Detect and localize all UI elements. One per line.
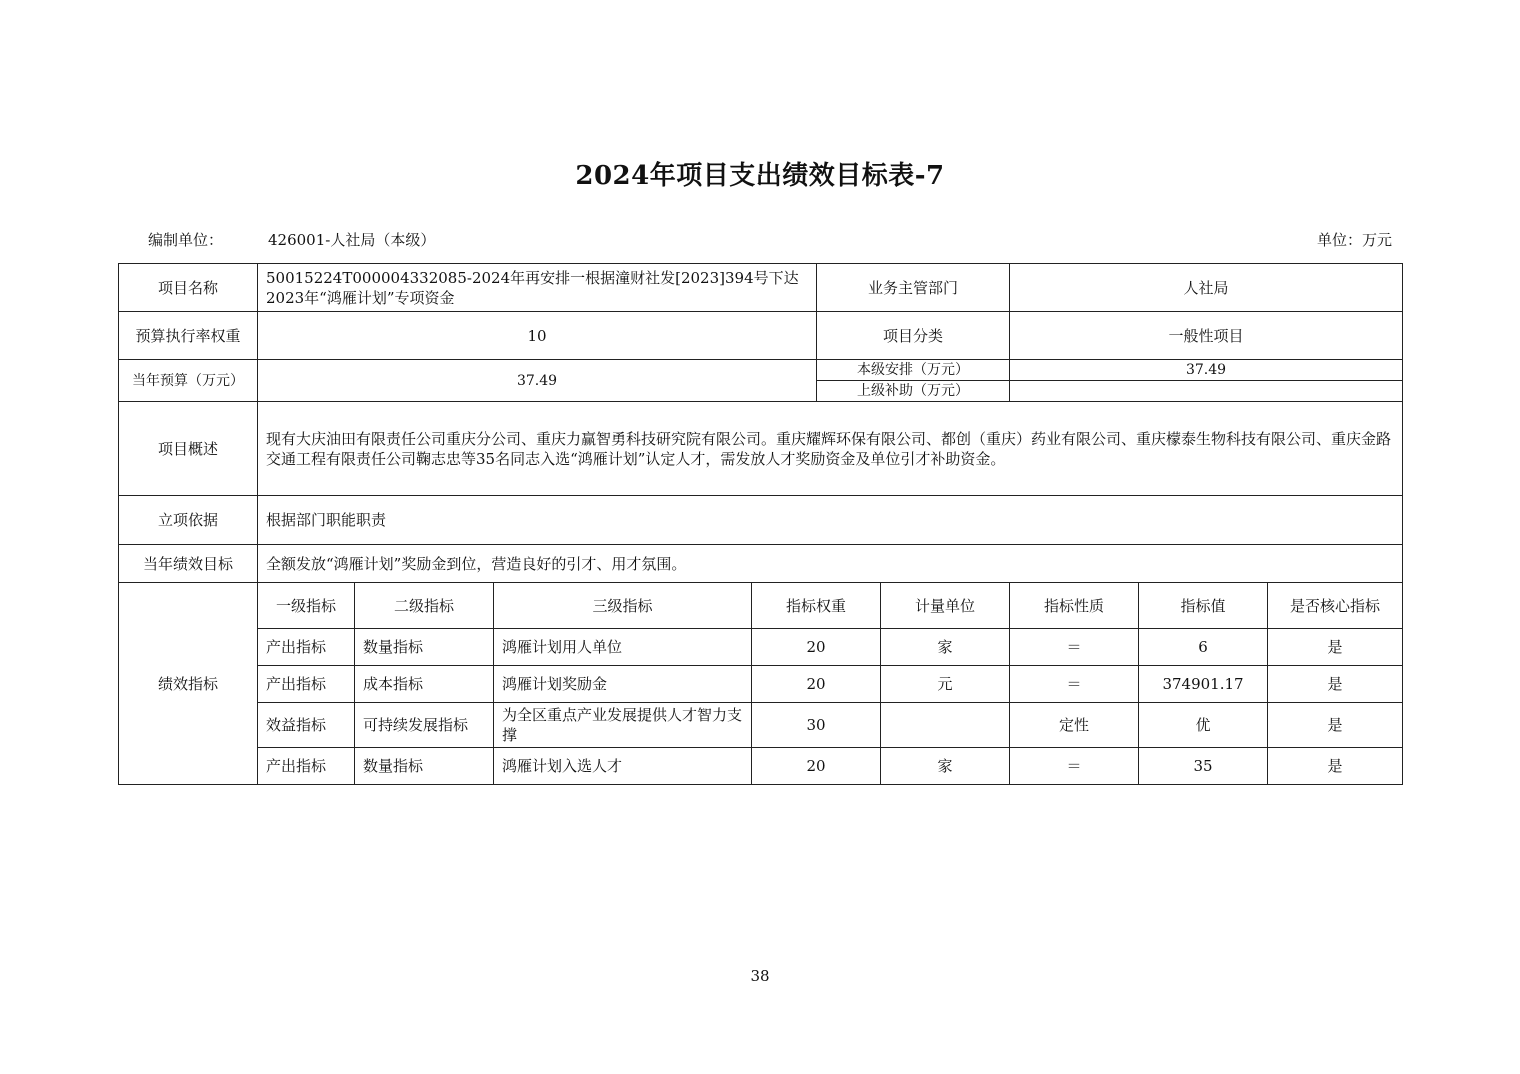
header-weight: 指标权重 <box>752 583 881 629</box>
row-level2: 数量指标 <box>355 629 494 666</box>
unit-value: 426001-人社局（本级） <box>268 231 436 249</box>
row-nature: ＝ <box>1010 629 1139 666</box>
unit-label: 编制单位： <box>148 231 224 249</box>
goal-value: 全额发放“鸿雁计划”奖励金到位，营造良好的引才、用才氛围。 <box>258 545 1403 583</box>
row-weight: 20 <box>752 666 881 703</box>
dept-value: 人社局 <box>1010 264 1403 312</box>
row-weight: 30 <box>752 703 881 748</box>
page-number: 38 <box>750 967 770 985</box>
upper-subsidy-value <box>1010 381 1403 402</box>
row-value: 35 <box>1139 748 1268 785</box>
overview-value: 现有大庆油田有限责任公司重庆分公司、重庆力赢智勇科技研究院有限公司。重庆耀辉环保有限公司、都创（重庆）药业有限公司、重庆檬泰生物科技有限公司、重庆金路交通工程有限责任公司鞠志忠等35名同志入选“鸿雁计划”认定人才，需发放人才奖励资金及单位引才补助资金。 <box>258 402 1403 496</box>
row-unit: 家 <box>881 629 1010 666</box>
row-unit: 元 <box>881 666 1010 703</box>
local-budget-value: 37.49 <box>1010 360 1403 381</box>
page-title: 2024年项目支出绩效目标表-7 <box>575 161 945 191</box>
table-row <box>119 666 1403 703</box>
table-row <box>119 703 1403 748</box>
row-nature: 定性 <box>1010 703 1139 748</box>
upper-subsidy-label: 上级补助（万元） <box>817 381 1010 402</box>
row-core: 是 <box>1268 703 1403 748</box>
header-value: 指标值 <box>1139 583 1268 629</box>
category-label: 项目分类 <box>817 312 1010 360</box>
row-core: 是 <box>1268 629 1403 666</box>
header-level3: 三级指标 <box>494 583 752 629</box>
budget-label: 当年预算（万元） <box>119 360 258 402</box>
basis-label: 立项依据 <box>119 496 258 545</box>
row-unit <box>881 703 1010 748</box>
row-unit: 家 <box>881 748 1010 785</box>
currency-unit: 单位：万元 <box>1316 231 1392 249</box>
row-level1: 产出指标 <box>258 666 355 703</box>
basis-value: 根据部门职能职责 <box>258 496 1403 545</box>
row-core: 是 <box>1268 666 1403 703</box>
dept-label: 业务主管部门 <box>817 264 1010 312</box>
row-core: 是 <box>1268 748 1403 785</box>
row-level3: 鸿雁计划入选人才 <box>494 748 752 785</box>
row-weight: 20 <box>752 629 881 666</box>
rate-weight-label: 预算执行率权重 <box>119 312 258 360</box>
row-level1: 效益指标 <box>258 703 355 748</box>
header-level1: 一级指标 <box>258 583 355 629</box>
table-row <box>119 629 1403 666</box>
row-level2: 可持续发展指标 <box>355 703 494 748</box>
row-level1: 产出指标 <box>258 629 355 666</box>
row-level3: 鸿雁计划用人单位 <box>494 629 752 666</box>
project-name-label: 项目名称 <box>119 264 258 312</box>
row-nature: ＝ <box>1010 666 1139 703</box>
row-level1: 产出指标 <box>258 748 355 785</box>
performance-table <box>118 263 1403 785</box>
header-nature: 指标性质 <box>1010 583 1139 629</box>
header-core: 是否核心指标 <box>1268 583 1403 629</box>
header-level2: 二级指标 <box>355 583 494 629</box>
row-level3: 为全区重点产业发展提供人才智力支撑 <box>494 703 752 748</box>
row-nature: ＝ <box>1010 748 1139 785</box>
rate-weight-value: 10 <box>258 312 817 360</box>
row-weight: 20 <box>752 748 881 785</box>
header-unit: 计量单位 <box>881 583 1010 629</box>
row-value: 374901.17 <box>1139 666 1268 703</box>
row-level3: 鸿雁计划奖励金 <box>494 666 752 703</box>
table-row <box>119 748 1403 785</box>
overview-label: 项目概述 <box>119 402 258 496</box>
row-level2: 数量指标 <box>355 748 494 785</box>
category-value: 一般性项目 <box>1010 312 1403 360</box>
indicators-label: 绩效指标 <box>119 583 258 785</box>
row-value: 6 <box>1139 629 1268 666</box>
local-budget-label: 本级安排（万元） <box>817 360 1010 381</box>
goal-label: 当年绩效目标 <box>119 545 258 583</box>
project-name-value: 50015224T000004332085-2024年再安排一根据潼财社发[2023]394号下达2023年“鸿雁计划”专项资金 <box>258 264 817 312</box>
row-level2: 成本指标 <box>355 666 494 703</box>
row-value: 优 <box>1139 703 1268 748</box>
budget-value: 37.49 <box>258 360 817 402</box>
